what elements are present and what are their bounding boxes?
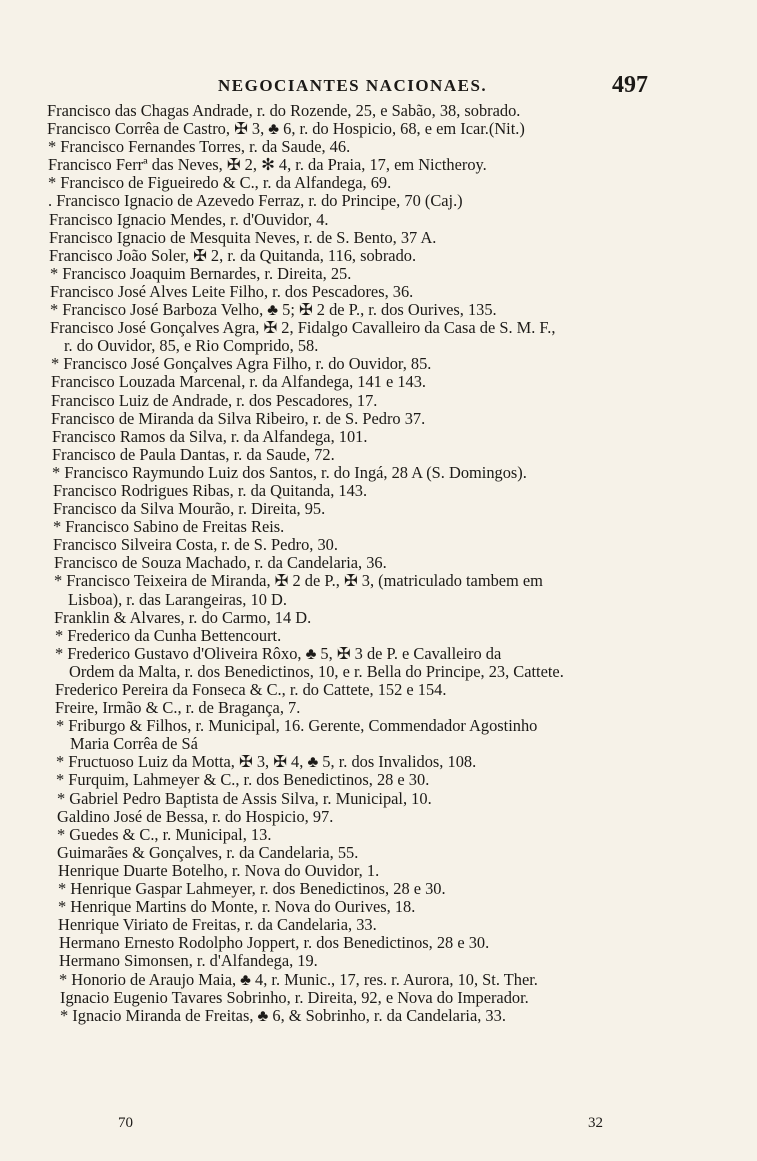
list-item [0, 138, 757, 156]
page-number: 497 [612, 72, 648, 98]
list-item [0, 572, 757, 608]
list-item [0, 518, 757, 536]
entry-text: * Francisco Teixeira de Miranda, ✠ 2 de P., ✠ 3, (matriculado tambem em [54, 571, 543, 591]
entry-text: * Guedes & C., r. Municipal, 13. [57, 824, 272, 844]
list-item [0, 880, 757, 898]
entry-text: Hermano Simonsen, r. d'Alfandega, 19. [59, 951, 318, 971]
entry-text: Francisco Ignacio de Mesquita Neves, r. de S. Bento, 37 A. [49, 227, 437, 247]
entry-text: * Honorio de Araujo Maia, ♣ 4, r. Munic., 17, res. r. Aurora, 10, St. Ther. [59, 969, 538, 989]
signature-mark-left: 70 [118, 1115, 133, 1131]
list-item [0, 627, 757, 645]
list-item [0, 410, 757, 428]
entry-text: Francisco Ignacio Mendes, r. d'Ouvidor, 4. [49, 209, 329, 229]
entry-text: Francisco Ramos da Silva, r. da Alfandega, 101. [52, 426, 368, 446]
list-item [0, 971, 757, 989]
list-item [0, 699, 757, 717]
list-item [0, 301, 757, 319]
list-item [0, 283, 757, 301]
list-item [0, 174, 757, 192]
entry-text: Francisco das Chagas Andrade, r. do Rozende, 25, e Sabão, 38, sobrado. [47, 101, 521, 120]
list-item [0, 844, 757, 862]
list-item [0, 229, 757, 247]
entry-text: Franklin & Alvares, r. do Carmo, 14 D. [54, 607, 312, 627]
entry-continuation: r. do Ouvidor, 85, e Rio Comprido, 58. [64, 336, 319, 356]
list-item [0, 989, 757, 1007]
entry-continuation: Lisboa), r. das Larangeiras, 10 D. [68, 589, 287, 609]
list-item [0, 826, 757, 844]
entry-text: * Friburgo & Filhos, r. Municipal, 16. Gerente, Commendador Agostinho [56, 716, 538, 736]
entry-text: Hermano Ernesto Rodolpho Joppert, r. dos Benedictinos, 28 e 30. [59, 933, 490, 953]
list-item [0, 952, 757, 970]
entry-text: * Frederico da Cunha Bettencourt. [55, 625, 282, 645]
entry-text: * Furquim, Lahmeyer & C., r. dos Benedictinos, 28 e 30. [56, 770, 430, 790]
list-item [0, 428, 757, 446]
entry-text: Francisco José Gonçalves Agra, ✠ 2, Fidalgo Cavalleiro da Casa de S. M. F., [50, 318, 556, 338]
entry-text: * Francisco José Gonçalves Agra Filho, r. do Ouvidor, 85. [51, 354, 432, 374]
list-item [0, 916, 757, 934]
entry-continuation: Maria Corrêa de Sá [70, 734, 198, 754]
entry-text: * Francisco Fernandes Torres, r. da Saude, 46. [48, 137, 351, 157]
entry-text: Francisco Rodrigues Ribas, r. da Quitanda, 143. [53, 480, 368, 500]
list-item [0, 355, 757, 373]
entry-text: * Fructuoso Luiz da Motta, ✠ 3, ✠ 4, ♣ 5, r. dos Invalidos, 108. [56, 752, 477, 772]
list-item [0, 482, 757, 500]
entry-text: . Francisco Ignacio de Azevedo Ferraz, r. do Principe, 70 (Caj.) [48, 191, 463, 211]
merchant-list [0, 102, 757, 1025]
entry-text: Freire, Irmão & C., r. de Bragança, 7. [55, 698, 301, 718]
list-item [0, 898, 757, 916]
entry-continuation: Ordem da Malta, r. dos Benedictinos, 10, e r. Bella do Principe, 23, Cattete. [69, 661, 564, 681]
entry-text: Francisco de Paula Dantas, r. da Saude, 72. [52, 444, 335, 464]
entry-text: * Francisco Raymundo Luiz dos Santos, r. do Ingá, 28 A (S. Domingos). [52, 462, 527, 482]
entry-text: Francisco Corrêa de Castro, ✠ 3, ♣ 6, r. do Hospicio, 68, e em Icar.(Nit.) [47, 119, 525, 139]
entry-text: Frederico Pereira da Fonseca & C., r. do Cattete, 152 e 154. [55, 680, 447, 699]
entry-text: Francisco de Miranda da Silva Ribeiro, r. de S. Pedro 37. [51, 408, 426, 428]
entry-text: * Frederico Gustavo d'Oliveira Rôxo, ♣ 5, ✠ 3 de P. e Cavalleiro da [55, 643, 502, 663]
list-item [0, 753, 757, 771]
list-item [0, 464, 757, 482]
list-item [0, 373, 757, 391]
entry-text: * Francisco Sabino de Freitas Reis. [53, 517, 285, 537]
list-item [0, 265, 757, 283]
list-item [0, 536, 757, 554]
list-item [0, 211, 757, 229]
list-item [0, 862, 757, 880]
list-item [0, 102, 757, 120]
entry-text: Francisco João Soler, ✠ 2, r. da Quitanda, 116, sobrado. [49, 245, 417, 265]
list-item [0, 681, 757, 699]
list-item [0, 609, 757, 627]
list-item [0, 247, 757, 265]
list-item [0, 192, 757, 210]
entry-text: * Gabriel Pedro Baptista de Assis Silva, r. Municipal, 10. [57, 788, 432, 808]
list-item [0, 717, 757, 753]
list-item [0, 790, 757, 808]
entry-text: Francisco Silveira Costa, r. de S. Pedro, 30. [53, 535, 338, 555]
entry-text: * Francisco de Figueiredo & C., r. da Alfandega, 69. [48, 173, 392, 193]
list-item [0, 319, 757, 355]
entry-text: Francisco Ferrª das Neves, ✠ 2, ✻ 4, r. da Praia, 17, em Nictheroy. [48, 155, 487, 175]
list-item [0, 808, 757, 826]
list-item [0, 771, 757, 789]
list-item [0, 446, 757, 464]
entry-text: * Francisco Joaquim Bernardes, r. Direita, 25. [50, 263, 352, 283]
entry-text: Henrique Viriato de Freitas, r. da Candelaria, 33. [58, 915, 377, 935]
entry-text: Francisco José Alves Leite Filho, r. dos Pescadores, 36. [50, 281, 414, 301]
entry-text: Henrique Duarte Botelho, r. Nova do Ouvidor, 1. [58, 860, 380, 880]
signature-mark-right: 32 [588, 1115, 603, 1131]
entry-text: Francisco de Souza Machado, r. da Candelaria, 36. [54, 553, 387, 573]
entry-text: Guimarães & Gonçalves, r. da Candelaria, 55. [57, 842, 359, 862]
page-footer [0, 1115, 757, 1137]
list-item [0, 645, 757, 681]
entry-text: * Henrique Gaspar Lahmeyer, r. dos Benedictinos, 28 e 30. [58, 879, 446, 899]
entry-text: Francisco da Silva Mourão, r. Direita, 95. [53, 499, 326, 519]
entry-text: * Francisco José Barboza Velho, ♣ 5; ✠ 2 de P., r. dos Ourives, 135. [50, 300, 497, 320]
entry-text: Galdino José de Bessa, r. do Hospicio, 97. [57, 806, 334, 826]
list-item [0, 934, 757, 952]
entry-text: * Henrique Martins do Monte, r. Nova do Ourives, 18. [58, 897, 416, 917]
entry-text: * Ignacio Miranda de Freitas, ♣ 6, & Sobrinho, r. da Candelaria, 33. [60, 1005, 506, 1025]
list-item [0, 500, 757, 518]
list-item [0, 554, 757, 572]
list-item [0, 1007, 757, 1025]
entry-text: Ignacio Eugenio Tavares Sobrinho, r. Direita, 92, e Nova do Imperador. [60, 987, 529, 1007]
entry-text: Francisco Louzada Marcenal, r. da Alfandega, 141 e 143. [51, 372, 427, 392]
list-item [0, 156, 757, 174]
list-item [0, 120, 757, 138]
section-title: NEGOCIANTES NACIONAES. [218, 76, 488, 95]
entry-text: Francisco Luiz de Andrade, r. dos Pescadores, 17. [51, 390, 378, 410]
list-item [0, 392, 757, 410]
